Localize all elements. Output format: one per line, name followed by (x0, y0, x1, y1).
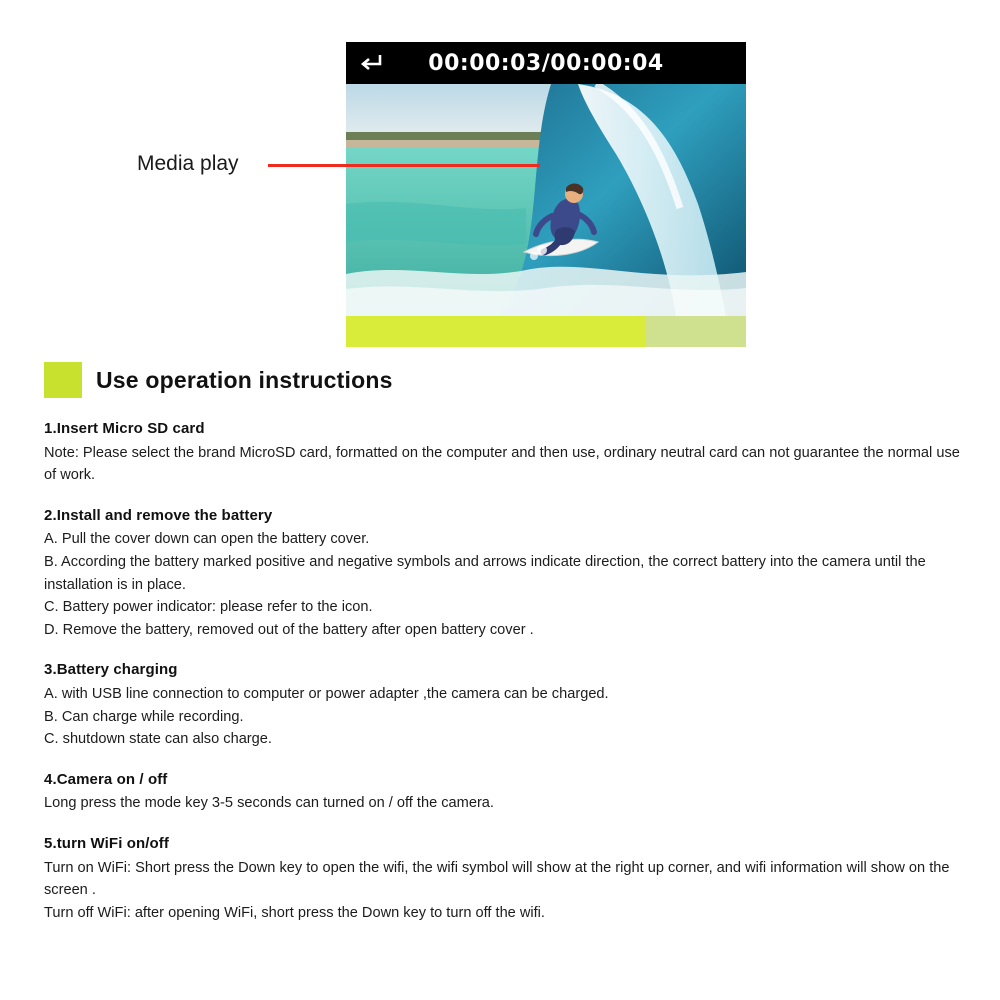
playback-timecode: 00:00:03/00:00:04 (428, 50, 664, 76)
playback-progress-bar[interactable] (346, 316, 746, 347)
instruction-line: C. Battery power indicator: please refer to the icon. (44, 599, 373, 616)
instruction-line: Turn off WiFi: after opening WiFi, short press the Down key to turn off the wifi. (44, 904, 545, 921)
screen-top-bar (346, 42, 746, 84)
instruction-block-title: 3.Battery charging (44, 661, 178, 679)
instruction-block-title: 2.Install and remove the battery (44, 506, 273, 524)
camera-screen-preview (346, 42, 746, 347)
instruction-line: Note: Please select the brand MicroSD card, formatted on the computer and then use, ordinary neutral card can not guarantee the normal use of work. (44, 444, 960, 484)
playback-progress-track (646, 316, 746, 347)
back-arrow-icon[interactable] (358, 52, 384, 74)
playback-progress-fill (346, 316, 646, 347)
instruction-line: Long press the mode key 3-5 seconds can turned on / off the camera. (44, 795, 494, 812)
instruction-line: B. According the battery marked positive and negative symbols and arrows indicate direction, the correct battery into the camera until the installation is in place. (44, 553, 926, 593)
page-title: Use operation instructions (96, 366, 393, 393)
callout-leader-line (268, 164, 540, 167)
instruction-block-title: 1.Insert Micro SD card (44, 420, 205, 437)
instruction-block (44, 769, 960, 815)
instruction-block (44, 505, 960, 642)
instruction-block-title: 5.turn WiFi on/off (44, 834, 169, 852)
instructions-body (44, 418, 960, 924)
heading-swatch (44, 362, 82, 398)
instruction-line: Turn on WiFi: Short press the Down key to open the wifi, the wifi symbol will show at the right up corner, and wifi information will show on the screen . (44, 859, 950, 899)
instruction-line: A. with USB line connection to computer or power adapter ,the camera can be charged. (44, 685, 609, 702)
instruction-line: C. shutdown state can also charge. (44, 731, 272, 748)
instruction-block-title: 4.Camera on / off (44, 770, 168, 788)
instruction-line: D. Remove the battery, removed out of the battery after open battery cover . (44, 621, 534, 638)
instruction-block (44, 418, 960, 487)
callout-label-media-play: Media play (137, 152, 239, 175)
instruction-block (44, 659, 960, 750)
instruction-line: B. Can charge while recording. (44, 708, 244, 725)
instruction-line: A. Pull the cover down can open the battery cover. (44, 531, 370, 548)
section-heading (44, 362, 393, 398)
instruction-block (44, 833, 960, 924)
video-frame-image (346, 84, 746, 316)
